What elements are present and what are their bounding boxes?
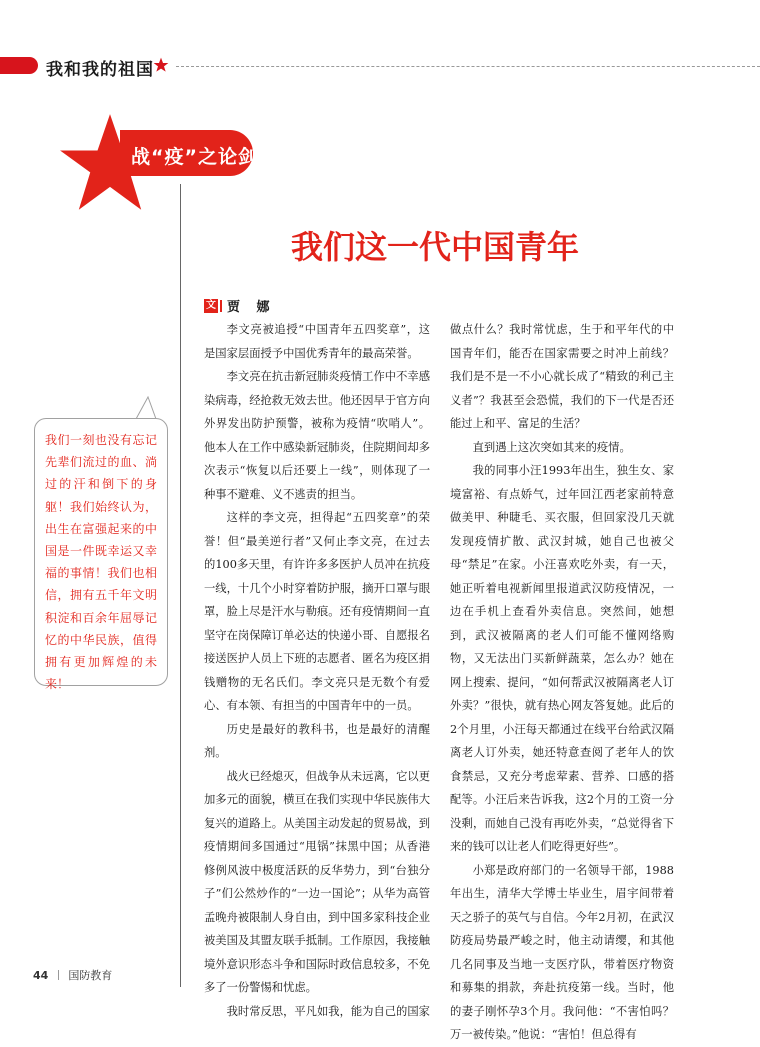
pull-quote-box [34, 418, 168, 692]
paragraph: 小郑是政府部门的一名领导干部，1988年出生，清华大学博士毕业生，眉宇间带着天之骄子的英气与自信。今年2月初，在武汉防疫局势最严峻之时，他主动请缨，和其他几名同事及当地一支医疗队，带着医疗物资和募集的捐款，奔赴抗疫第一线。当时，他的妻子刚怀孕3个月。我问他：“不害怕吗？万一被传染。”他说：“害怕！但总得有 [450, 863, 674, 1041]
paragraph: 李文亮被追授“中国青年五四奖章”，这是国家层面授予中国优秀青年的最高荣誉。 [204, 323, 430, 360]
callout-pointer [134, 396, 164, 420]
page-number: 44 [33, 969, 49, 982]
article-title: 我们这一代中国青年 [290, 228, 579, 266]
paragraph: 战火已经熄灭，但战争从未远离，它以更加多元的面貌，横亘在我们实现中华民族伟大复兴的道路上。从美国主动发起的贸易战，到疫情期间多国通过“甩锅”抹黑中国；从香港修例风波中极度活跃的反华势力，到“台独分子”们公然炒作的“一边一国论”；从华为高管孟晚舟被限制人身自由，到中国多家科技企业被美国及其盟友联手抵制。工作原因，我接触境外意识形态斗争和国际时政信息较多，不免多了一份警惕和忧虑。 [204, 769, 430, 994]
byline-tag: 文 [206, 299, 216, 311]
footer-separator [58, 970, 59, 980]
page-footer [33, 967, 112, 983]
paragraph: 这样的李文亮，担得起“五四奖章”的荣誉！但“最美逆行者”又何止李文亮，在过去的100多天里，有许许多多医护人员冲在抗疫一线，十几个小时穿着防护服，摘开口罩与眼罩，脸上尽是汗水与勒痕。还有疫情期间一直坚守在岗保障订单必达的快递小哥、自愿报名接送医护人员上下班的志愿者、匿名为疫区捐钱赠物的无名氏们。李文亮只是无数个有爱心、有本领、有担当的中国青年中的一员。 [204, 511, 430, 712]
paragraph: 直到遇上这次突如其来的疫情。 [472, 440, 631, 454]
article-column-right [450, 318, 674, 1047]
section-title: 我和我的祖国 [46, 60, 154, 80]
paragraph: 我的同事小汪1993年出生，独生女、家境富裕、有点娇气，过年回江西老家前特意做美甲、种睫毛、买衣服，但回家没几天就发现疫情扩散、武汉封城，她自己也被父母“禁足”在家。小汪喜欢吃外卖，有一天，她正听着电视新闻里报道武汉防疫情况，一边在手机上查看外卖信息。突然间，她想到，武汉被隔离的老人们可能不懂网络购物，又无法出门买新鲜蔬菜，怎么办？她在网上搜索、提问，“如何帮武汉被隔离老人订外卖？”很快，就有热心网友答复她。此后的2个月里，小汪每天都通过在线平台给武汉隔离老人订外卖，她还特意查阅了老年人的饮食禁忌，又充分考虑荤素、营养、口感的搭配等。小汪后来告诉我，这2个月的工资一分没剩，而她自己没有再吃外卖，“总觉得省下来的钱可以让老人们吃得更好些”。 [450, 464, 674, 853]
paragraph: 历史是最好的教科书，也是最好的清醒剂。 [204, 722, 430, 759]
pull-quote-text: 我们一刻也没有忘记先辈们流过的血、淌过的汗和倒下的身躯！我们始终认为，出生在富强起来的中国是一件既幸运又幸福的事情！我们也相信，拥有五千年文明积淀和百余年屈辱记忆的中华民族，值得拥有更加辉煌的未来！ [45, 433, 157, 692]
vertical-divider [180, 184, 181, 987]
column-label: 战“疫”之论剑 [131, 146, 258, 168]
author-name: 贾 娜 [227, 300, 276, 315]
byline [204, 296, 276, 315]
paragraph: 做点什么？我时常忧虑，生于和平年代的中国青年们，能否在国家需要之时冲上前线？我们是不是一不小心就长成了“精致的利己主义者”？我甚至会恐慌，我们的下一代是否还能过上和平、富足的生活？ [450, 323, 674, 430]
magazine-name: 国防教育 [68, 969, 113, 982]
article-column-left [204, 318, 430, 1023]
star-icon [153, 57, 169, 73]
byline-separator [220, 300, 222, 312]
paragraph: 李文亮在抗击新冠肺炎疫情工作中不幸感染病毒，经抢救无效去世。他还因早于官方向外界发出防护预警，被称为疫情“吹哨人”。他本人在工作中感染新冠肺炎，住院期间却多次表示“恢复以后还要上一线”，则体现了一种事不避难、义不逃责的担当。 [204, 370, 430, 501]
paragraph: 我时常反思，平凡如我，能为自己的国家 [226, 1004, 430, 1018]
header-red-bar [0, 57, 38, 74]
header-divider [176, 66, 760, 67]
